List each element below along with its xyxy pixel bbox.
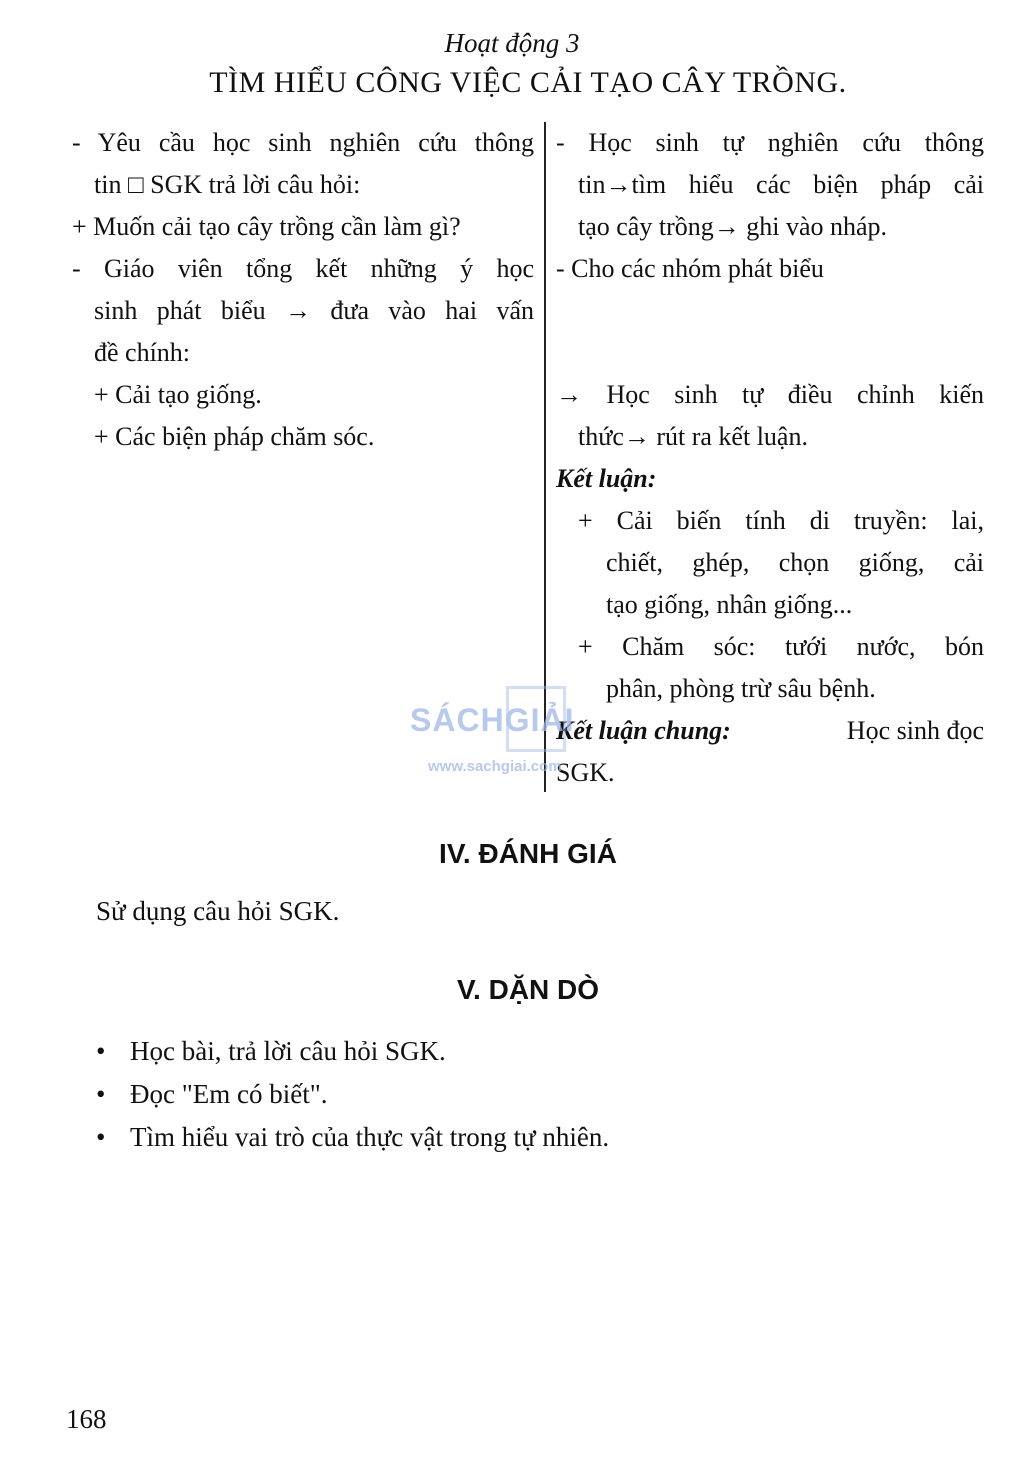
homework-item: • Đọc "Em có biết". <box>96 1073 609 1116</box>
left-line-7: + Cải tạo giống. <box>94 380 262 409</box>
conclusion-label: Kết luận: <box>556 464 657 493</box>
general-conclusion-text-2: SGK. <box>556 758 615 787</box>
left-line-8: + Các biện pháp chăm sóc. <box>94 422 375 451</box>
homework-list <box>96 1030 609 1159</box>
right-line-2: tin→tìm hiểu các biện pháp cải <box>578 170 984 199</box>
general-conclusion-label: Kết luận chung: <box>556 716 731 745</box>
watermark-logo <box>410 686 610 786</box>
left-line-2: tin □ SGK trả lời câu hỏi: <box>94 170 361 199</box>
general-conclusion <box>556 710 984 752</box>
conclusion-line-2: chiết, ghép, chọn giống, cải <box>606 548 984 577</box>
student-activities-column <box>556 122 984 794</box>
homework-item: • Tìm hiểu vai trò của thực vật trong tự nhiên. <box>96 1116 609 1159</box>
general-conclusion-text: Học sinh đọc <box>846 716 984 745</box>
right-line-3: tạo cây trồng→ ghi vào nháp. <box>578 212 888 241</box>
evaluation-heading: IV. ĐÁNH GIÁ <box>439 838 617 869</box>
activity-title: TÌM HIỂU CÔNG VIỆC CẢI TẠO CÂY TRỒNG. <box>209 66 847 99</box>
right-line-5: → Học sinh tự điều chỉnh kiến <box>556 380 984 409</box>
activity-label: Hoạt động 3 <box>444 28 580 58</box>
watermark-url: www.sachgiai.com <box>428 758 562 775</box>
left-line-4: - Giáo viên tổng kết những ý học <box>72 254 534 283</box>
left-line-3: + Muốn cải tạo cây trồng cần làm gì? <box>72 212 461 241</box>
right-line-6: thức→ rút ra kết luận. <box>578 422 808 451</box>
page-number: 168 <box>66 1404 107 1434</box>
right-line-1: - Học sinh tự nghiên cứu thông <box>556 128 984 157</box>
conclusion-line-3: tạo giống, nhân giống... <box>606 590 853 619</box>
conclusion-line-1: + Cải biến tính di truyền: lai, <box>578 506 984 535</box>
conclusion-line-5: phân, phòng trừ sâu bệnh. <box>606 674 876 703</box>
left-line-5: sinh phát biểu → đưa vào hai vấn <box>94 296 534 325</box>
evaluation-text: Sử dụng câu hỏi SGK. <box>96 896 340 926</box>
watermark-text: SÁCHGIẢI <box>410 702 575 738</box>
left-line-1: - Yêu cầu học sinh nghiên cứu thông <box>72 128 534 157</box>
homework-heading: V. DẶN DÒ <box>456 974 600 1005</box>
homework-item: • Học bài, trả lời câu hỏi SGK. <box>96 1030 609 1073</box>
conclusion-line-4: + Chăm sóc: tưới nước, bón <box>578 632 984 661</box>
spacer <box>556 290 984 374</box>
teacher-activities-column <box>72 122 534 458</box>
right-line-4: - Cho các nhóm phát biểu <box>556 254 824 283</box>
left-line-6: đề chính: <box>94 338 191 367</box>
